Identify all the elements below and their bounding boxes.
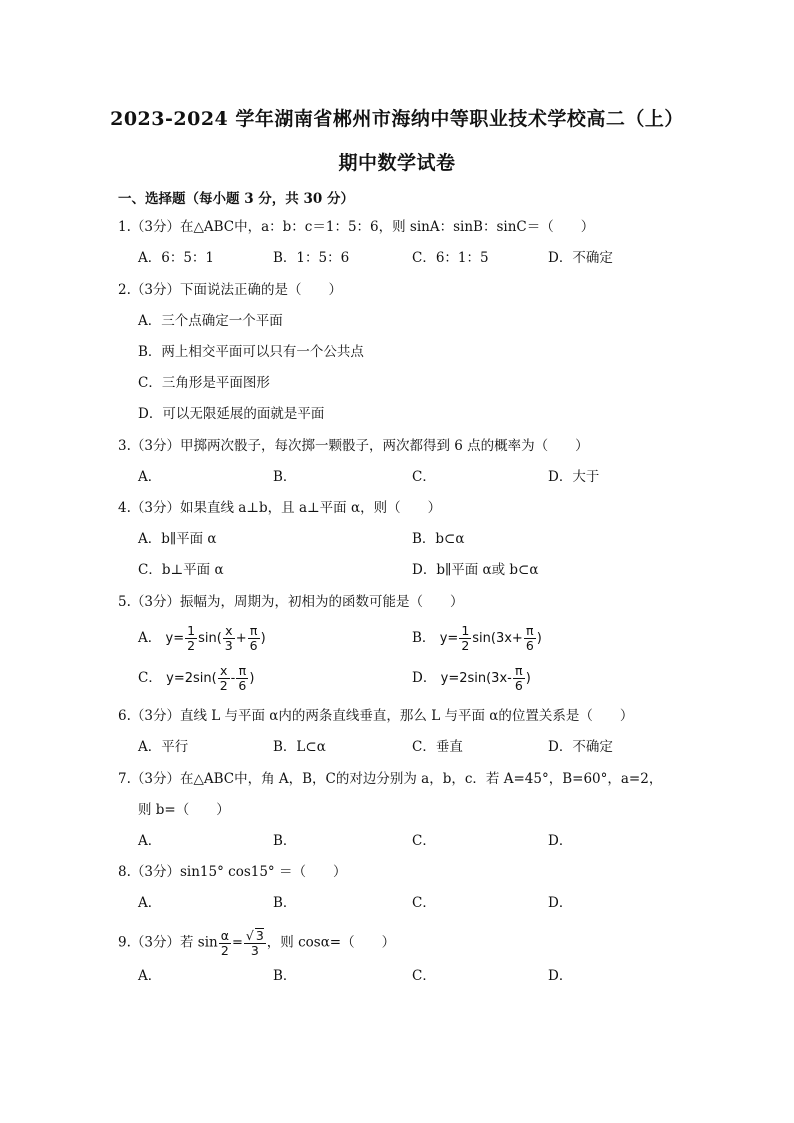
q5c-minus: - <box>230 671 236 686</box>
q1-option-a: A．6：5：1 <box>138 250 215 266</box>
q5a-pre: y= <box>165 631 185 646</box>
question-6-stem: 6.（3分）直线 L 与平面 α内的两条直线垂直，那么 L 与平面 α的位置关系是（ ） <box>118 708 634 724</box>
question-3-stem: 3.（3分）甲掷两次骰子，每次掷一颗骰子，两次都得到 6 点的概率为（ ） <box>118 438 589 454</box>
q5a-close: ) <box>260 631 266 646</box>
q6-option-a: A．平行 <box>138 739 189 755</box>
q1-option-c: C．6：1：5 <box>412 250 489 266</box>
q5b-mid: sin(3x+ <box>472 631 523 646</box>
q1-option-d: D．不确定 <box>548 250 613 266</box>
q5a-f3-denominator: 6 <box>249 638 258 653</box>
question-1-stem: 1.（3分）在△ABC中，a：b：c＝1：5：6，则 sinA：sinB：sinC＝（ ） <box>118 219 595 235</box>
question-7-stem-cont: 则 b=（ ） <box>138 802 230 818</box>
q2-option-a: A．三个点确定一个平面 <box>138 313 283 329</box>
q5a-f2-denominator: 3 <box>224 638 233 653</box>
q5b-f1-numerator: 1 <box>461 623 470 638</box>
q5b-fraction-3 <box>524 624 536 653</box>
q5a-fraction-2 <box>223 624 235 653</box>
q4-option-b: B．b⊂α <box>412 531 465 547</box>
q5-option-a-label: A． <box>138 630 162 646</box>
q5b-pre: y= <box>439 631 459 646</box>
q5a-fraction-3 <box>248 624 260 653</box>
q9-fraction-alpha <box>219 929 231 958</box>
q5a-f2-numerator: x <box>223 624 235 639</box>
q7-option-a: A． <box>138 833 162 849</box>
q9-f2-numerator: √ 3 <box>245 928 264 943</box>
q5b-close: ) <box>536 631 542 646</box>
exam-title-line1: 2023-2024 学年湖南省郴州市海纳中等职业技术学校高二（上） <box>110 108 684 130</box>
q6-option-d: D．不确定 <box>548 739 613 755</box>
q6-option-b: B．L⊂α <box>273 739 326 755</box>
q2-option-b: B．两上相交平面可以只有一个公共点 <box>138 344 364 360</box>
q6-option-c: C．垂直 <box>412 739 463 755</box>
q5a-fraction-1 <box>185 624 197 653</box>
question-8-stem: 8.（3分）sin15° cos15° ＝（ ） <box>118 864 347 880</box>
section-heading: 一、选择题（每小题 3 分，共 30 分） <box>118 191 354 207</box>
q5-option-a <box>138 624 266 653</box>
q5d-close: ) <box>525 671 531 686</box>
q4-option-a: A．b∥平面 α <box>138 531 217 547</box>
q5-option-d-label: D． <box>412 670 437 686</box>
q8-option-d: D． <box>548 895 573 911</box>
q9-option-c: C． <box>412 968 436 984</box>
q3-option-d: D．大于 <box>548 469 600 485</box>
q9-f2-denominator: 3 <box>250 943 259 958</box>
q5a-plus: + <box>235 631 247 646</box>
q3-option-a: A． <box>138 469 162 485</box>
q5d-f3-denominator: 6 <box>514 678 523 693</box>
q5c-close: ) <box>249 671 255 686</box>
q7-option-d: D． <box>548 833 573 849</box>
q5d-fraction-3 <box>513 664 525 693</box>
q9-post: ，则 cosα=（ ） <box>266 934 396 951</box>
q5c-fraction-3 <box>236 664 248 693</box>
q2-option-c: C．三角形是平面图形 <box>138 375 270 391</box>
q5a-f1-denominator: 2 <box>187 638 196 653</box>
q5b-f1-denominator: 2 <box>461 638 470 653</box>
q5c-f3-numerator: π <box>236 664 248 679</box>
q4-option-d: D．b∥平面 α或 b⊂α <box>412 562 539 578</box>
q9-pre: 9.（3分）若 sin <box>118 934 218 951</box>
q5d-pre: y=2sin(3x- <box>440 671 512 686</box>
q7-option-b: B． <box>273 833 297 849</box>
q5c-f2-numerator: x <box>218 664 230 679</box>
q5c-f2-denominator: 2 <box>219 678 228 693</box>
q5b-f3-denominator: 6 <box>525 638 534 653</box>
q9-equals: = <box>231 935 243 951</box>
q5a-mid: sin( <box>198 631 222 646</box>
q5c-f3-denominator: 6 <box>238 678 247 693</box>
q5-option-b-label: B． <box>412 630 436 646</box>
q9-f1-denominator: 2 <box>220 942 229 958</box>
q5b-f3-numerator: π <box>524 624 536 639</box>
q8-option-c: C． <box>412 895 436 911</box>
q9-sqrt-radicand: 3 <box>255 928 264 943</box>
q9-fraction-sqrt <box>244 928 266 958</box>
question-7-stem: 7.（3分）在△ABC中，角 A，B，C的对边分别为 a，b，c．若 A=45°，B=60°，a=2， <box>118 771 663 787</box>
question-2-stem: 2.（3分）下面说法正确的是（ ） <box>118 282 342 298</box>
q9-option-b: B． <box>273 968 297 984</box>
q7-option-c: C． <box>412 833 436 849</box>
q2-option-d: D．可以无限延展的面就是平面 <box>138 406 325 422</box>
exam-title-line2: 期中数学试卷 <box>338 152 456 174</box>
q5c-pre: y=2sin( <box>166 671 217 686</box>
q9-option-a: A． <box>138 968 162 984</box>
q5a-f1-numerator: 1 <box>187 623 196 638</box>
question-9-stem <box>118 928 395 958</box>
q1-option-b: B．1：5：6 <box>273 250 350 266</box>
q8-option-b: B． <box>273 895 297 911</box>
q5-option-c-label: C． <box>138 670 162 686</box>
q3-option-b: B． <box>273 469 297 485</box>
q5b-fraction-1 <box>459 624 471 653</box>
q3-option-c: C． <box>412 469 436 485</box>
q5c-fraction-2 <box>218 664 230 693</box>
q5a-f3-numerator: π <box>248 624 260 639</box>
q9-f1-numerator: α <box>220 927 229 943</box>
q5d-f3-numerator: π <box>513 664 525 679</box>
q5-option-b <box>412 624 542 653</box>
q4-option-c: C．b⊥平面 α <box>138 562 224 578</box>
q9-option-d: D． <box>548 968 573 984</box>
q5-option-c <box>138 664 254 693</box>
q5-option-d <box>412 664 531 693</box>
q8-option-a: A． <box>138 895 162 911</box>
question-4-stem: 4.（3分）如果直线 a⊥b，且 a⊥平面 α，则（ ） <box>118 500 442 516</box>
question-5-stem: 5.（3分）振幅为，周期为，初相为的函数可能是（ ） <box>118 594 464 610</box>
